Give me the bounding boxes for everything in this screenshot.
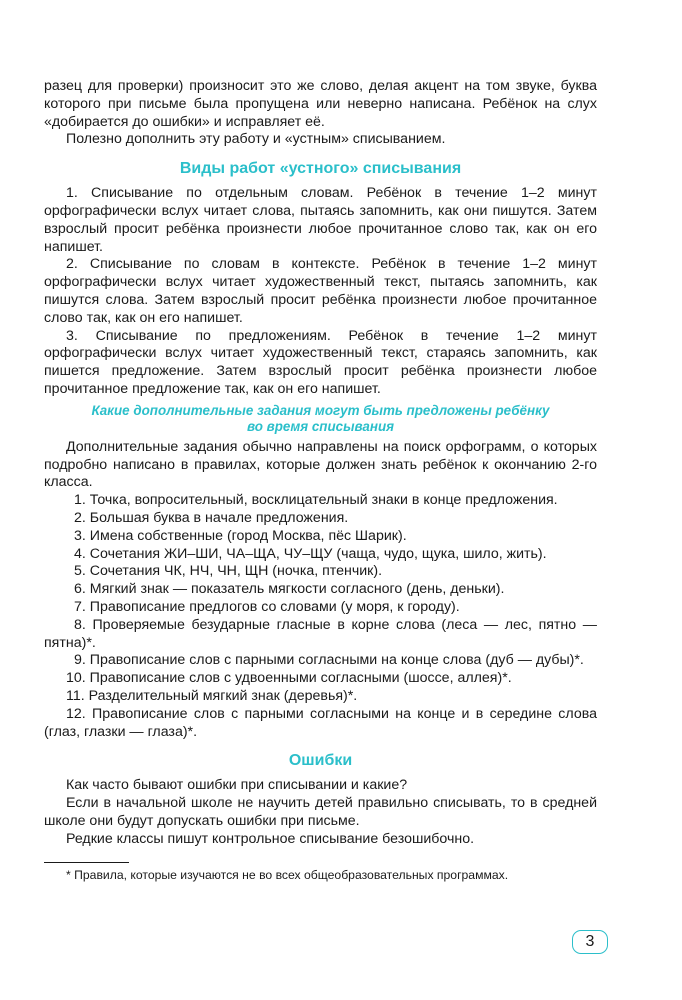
list-item: 11. Разделительный мягкий знак (деревья)*.: [66, 687, 358, 704]
section-heading-errors: Ошибки: [288, 752, 353, 770]
list-item: 8. Проверяемые безударные гласные в корне слова (леса — лес, пятно — пятна)*.: [44, 616, 597, 651]
page-number: 3: [572, 930, 608, 954]
section-heading-extra-tasks-line1: Какие дополнительные задания могут быть предложены ребёнку: [91, 402, 550, 418]
list-item: 1. Точка, вопросительный, восклицательный знаки в конце предложения.: [74, 492, 558, 509]
list-item: 12. Правописание слов с парными согласными на конце и в середине слова (глаз, глазки — глаза)*.: [44, 705, 597, 740]
intro-paragraph-continued: разец для проверки) произносит это же слово, делая акцент на том звуке, буква которого при письме была пропущена или неверно написана. Ребёнок на слух «добирается до ошибки» и исправляет её.: [44, 78, 597, 130]
list-item: 2. Большая буква в начале предложения.: [74, 509, 349, 526]
errors-paragraph: Редкие классы пишут контрольное списывание безошибочно.: [66, 830, 475, 847]
list-item: 10. Правописание слов с удвоенными согласными (шоссе, аллея)*.: [66, 670, 512, 687]
list-item: 3. Списывание по предложениям. Ребёнок в течение 1–2 минут орфографически вслух читает художественный текст, стараясь запомнить, как пишется предложение. Затем взрослый просит ребёнка произнести любое прочитанное предложение так, как он его напишет.: [44, 327, 597, 397]
errors-paragraph: Как часто бывают ошибки при списывании и какие?: [66, 777, 408, 794]
list-item: 9. Правописание слов с парными согласными на конце слова (дуб — дубы)*.: [74, 652, 584, 669]
section-heading-extra-tasks-line2: во время списывания: [246, 418, 395, 434]
list-item: 5. Сочетания ЧК, НЧ, ЧН, ЩН (ночка, птенчик).: [74, 563, 383, 580]
list-item: 7. Правописание предлогов со словами (у моря, к городу).: [74, 598, 460, 615]
list-item: 6. Мягкий знак — показатель мягкости согласного (день, деньки).: [74, 581, 505, 598]
footnote-divider: [44, 862, 129, 863]
extra-tasks-intro: Дополнительные задания обычно направлены на поиск орфограмм, о которых подробно написано в правилах, которые должен знать ребёнок к окончанию 2-го класса.: [44, 438, 597, 491]
list-item: 2. Списывание по словам в контексте. Ребёнок в течение 1–2 минут орфографически вслух читает художественный текст, пытаясь запомнить, как пишутся слова. Затем взрослый просит ребёнка произнести любое прочитанное слово так, как он его напишет.: [44, 256, 597, 326]
footnote: * Правила, которые изучаются не во всех общеобразовательных программах.: [66, 868, 509, 883]
page-content: [44, 78, 597, 883]
section-heading-extra-tasks: [44, 403, 597, 435]
list-item: 1. Списывание по отдельным словам. Ребёнок в течение 1–2 минут орфографически вслух читает слова, пытаясь запомнить, как они пишутся. Затем взрослый просит ребёнка произнести любое прочитанное слово так, как он его напишет.: [44, 185, 597, 255]
list-item: 3. Имена собственные (город Москва, пёс Шарик).: [74, 527, 407, 544]
errors-paragraph: Если в начальной школе не научить детей правильно списывать, то в средней школе они будут допускать ошибки при письме.: [44, 795, 597, 829]
list-item: 4. Сочетания ЖИ–ШИ, ЧА–ЩА, ЧУ–ЩУ (чаща, чудо, щука, шило, жить).: [74, 545, 547, 562]
section-heading-oral-copying: Виды работ «устного» списывания: [179, 160, 462, 178]
intro-paragraph: Полезно дополнить эту работу и «устным» списыванием.: [66, 131, 446, 148]
